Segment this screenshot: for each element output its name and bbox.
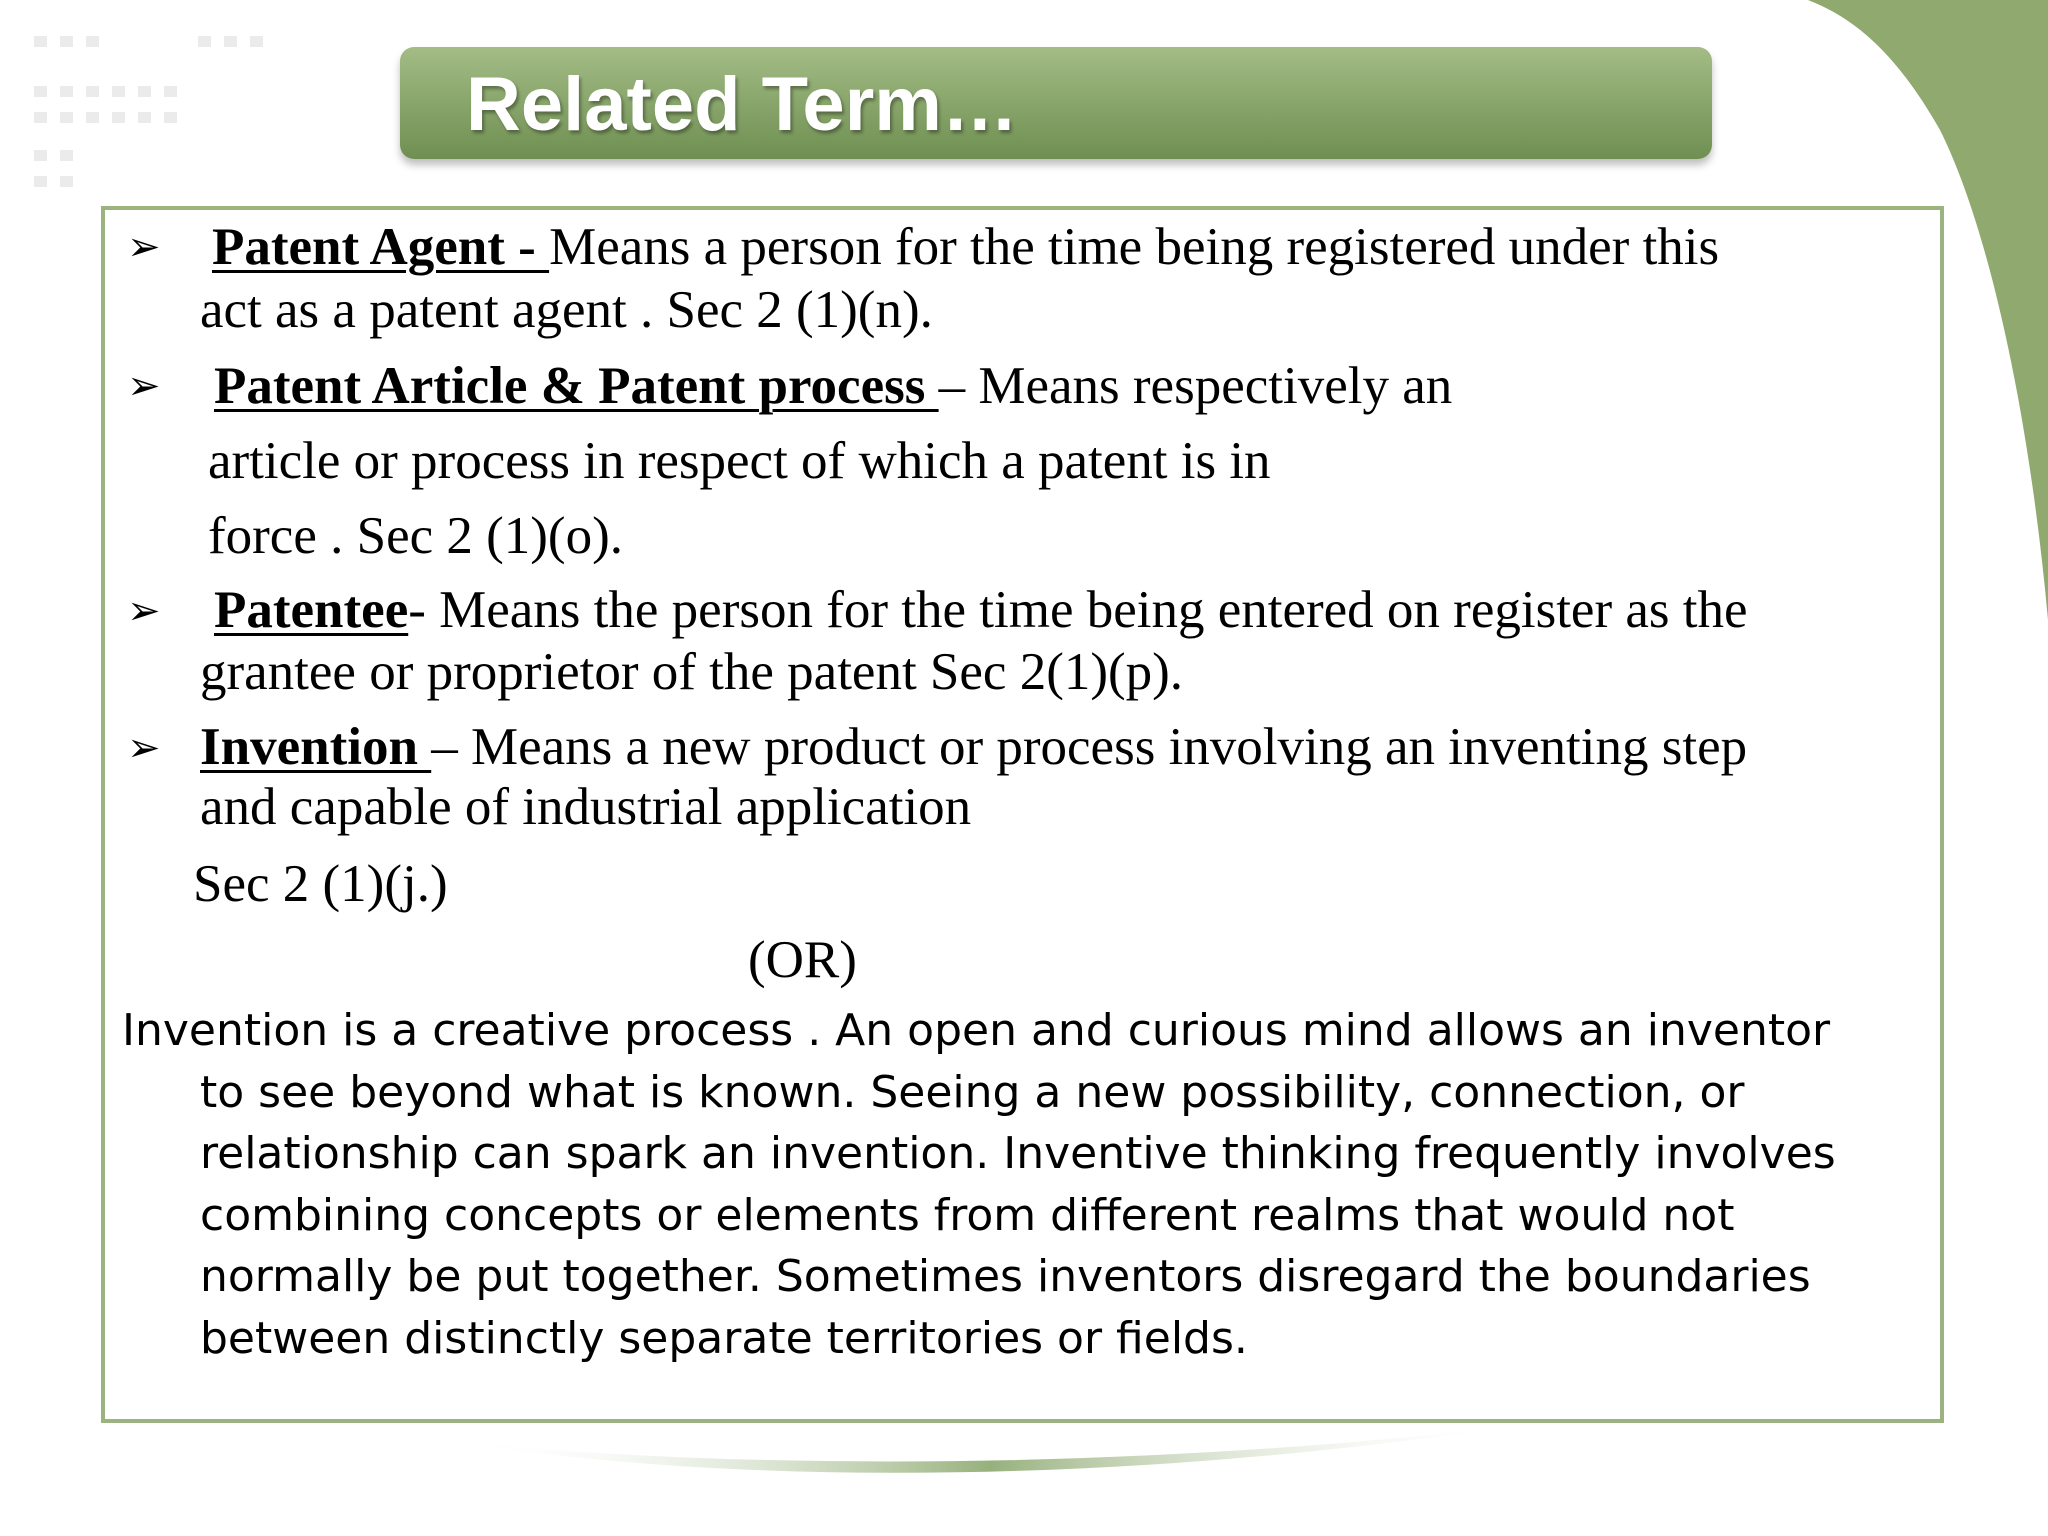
paragraph-line-5: normally be put together. Sometimes inventors disregard the boundaries [200,1251,1811,1302]
item-invention-line-3: Sec 2 (1)(j.) [193,855,448,913]
term-patentee: Patentee [214,581,409,639]
item-patent-article-line-1 [214,357,1453,415]
paragraph-line-1: Invention is a creative process . An open and curious mind allows an inventor [122,1005,1831,1056]
definition-text: Means a person for the time being registered under this [549,218,1720,276]
or-separator: (OR) [748,931,857,989]
item-invention-line-2: and capable of industrial application [200,778,972,836]
arrowhead-bullet-icon: ➢ [127,363,161,409]
item-patent-article-line-3: force . Sec 2 (1)(o). [208,507,623,565]
arrowhead-bullet-icon: ➢ [127,224,161,270]
definition-text: - Means the person for the time being entered on register as the [408,581,1748,639]
item-invention-line-1 [200,718,1748,776]
paragraph-line-6: between distinctly separate territories or fields. [200,1313,1248,1364]
item-patentee-line-1 [214,581,1748,639]
arrowhead-bullet-icon: ➢ [127,725,161,771]
slide-title: Related Term… [466,62,1018,147]
term-patent-agent: Patent Agent - [212,218,550,276]
item-patent-agent-line-1 [212,218,1720,276]
paragraph-line-3: relationship can spark an invention. Inventive thinking frequently involves [200,1128,1836,1179]
definition-text: – Means respectively an [938,357,1453,415]
paragraph-line-2: to see beyond what is known. Seeing a new possibility, connection, or [200,1067,1745,1118]
item-patent-agent-line-2: act as a patent agent . Sec 2 (1)(n). [200,281,933,339]
title-banner [400,47,1712,159]
item-patent-article-line-2: article or process in respect of which a patent is in [208,432,1271,490]
bottom-swoosh [460,1425,1520,1473]
definition-text: – Means a new product or process involving an inventing step [431,718,1748,776]
term-invention: Invention [200,718,432,776]
item-patentee-line-2: grantee or proprietor of the patent Sec 2(1)(p). [200,643,1184,701]
paragraph-line-4: combining concepts or elements from different realms that would not [200,1190,1735,1241]
term-patent-article: Patent Article & Patent process [214,357,939,415]
arrowhead-bullet-icon: ➢ [127,588,161,634]
dot-grid [34,36,263,187]
